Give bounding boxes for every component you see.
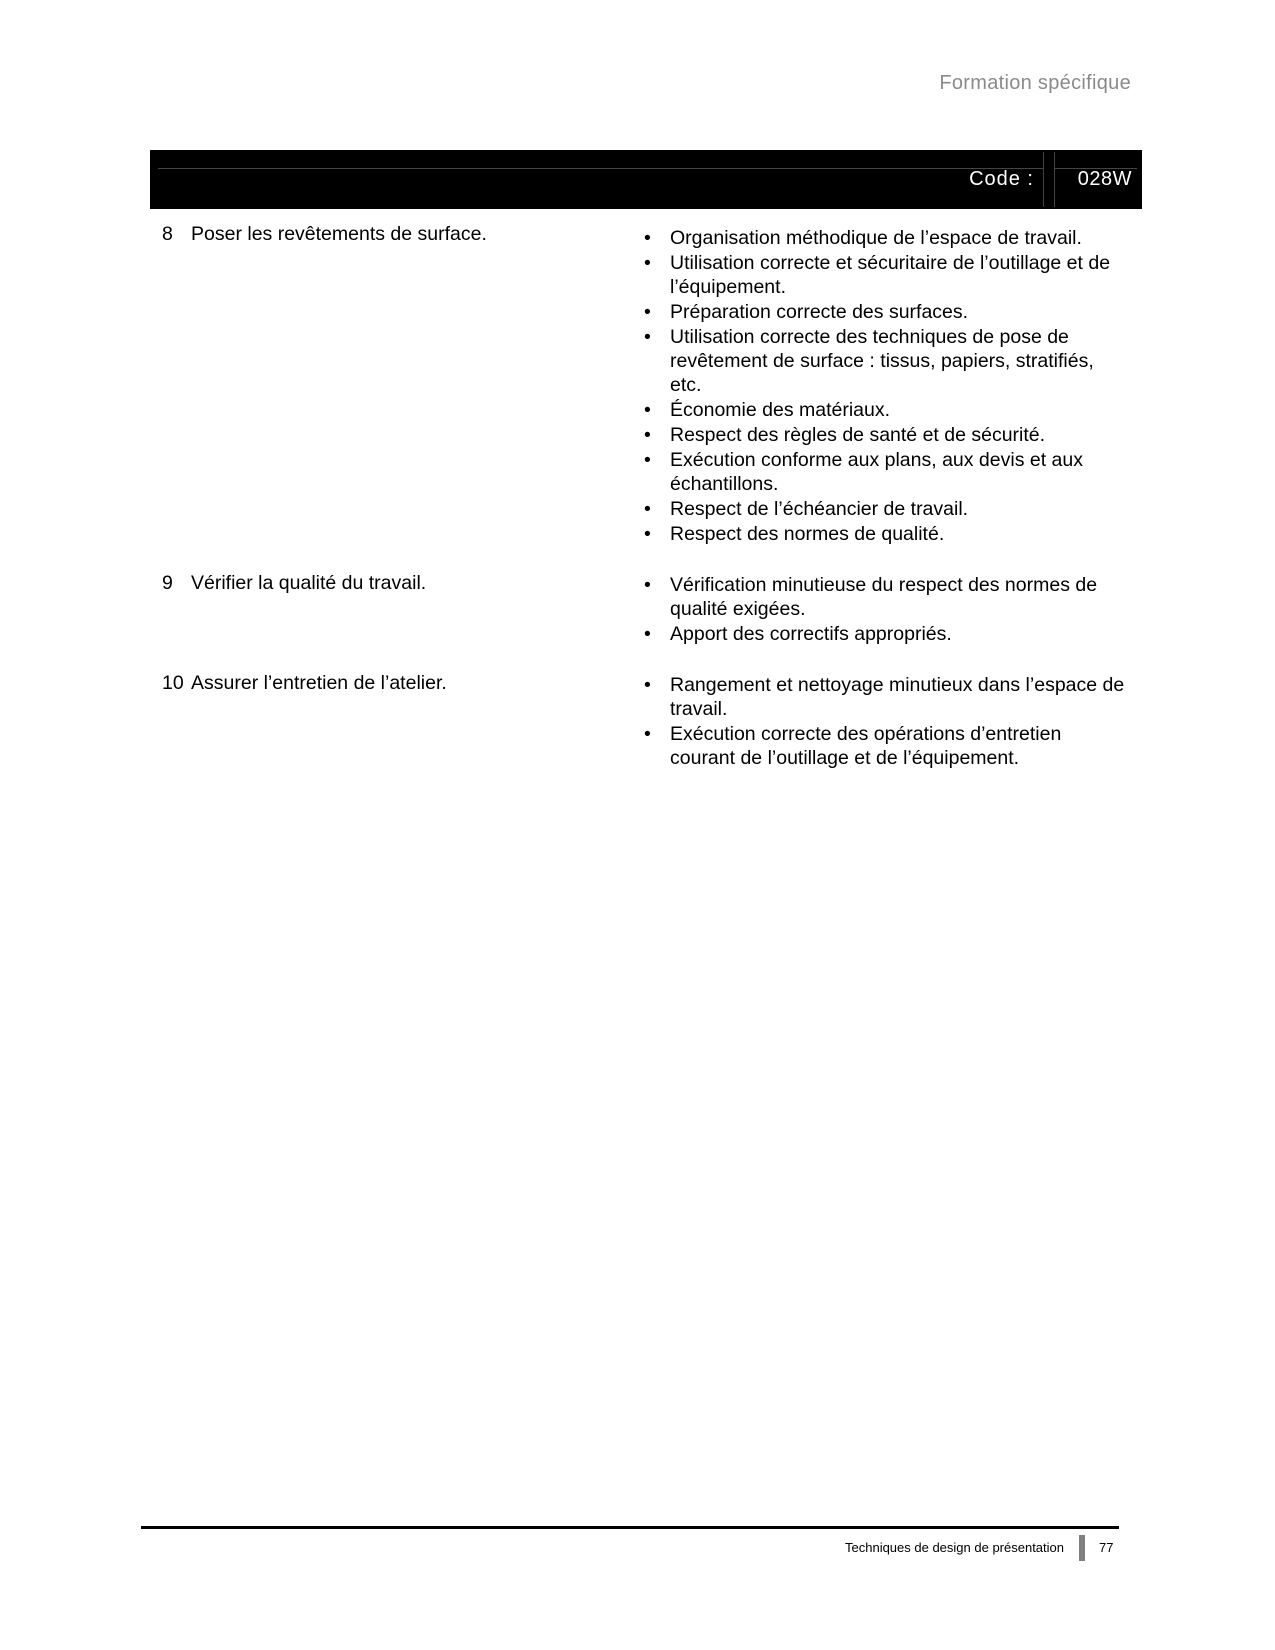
task-criteria-table — [162, 222, 1127, 795]
task-row — [162, 571, 1127, 647]
criteria-list — [638, 673, 1127, 771]
page-number: 77 — [1099, 1540, 1114, 1555]
criteria-item: • Exécution conforme aux plans, aux devis et aux échantillons. — [638, 448, 1127, 496]
criteria-item: • Respect de l’échéancier de travail. — [638, 497, 1127, 521]
task-text: Vérifier la qualité du travail. — [191, 572, 427, 594]
footer-title: Techniques de design de présentation — [845, 1540, 1064, 1555]
criteria-item: • Préparation correcte des surfaces. — [638, 300, 1127, 324]
running-header: Formation spécifique — [939, 72, 1131, 94]
criteria-item: • Utilisation correcte des techniques de pose de revêtement de surface : tissus, papiers, stratifiés, etc. — [638, 325, 1127, 397]
criteria-item: • Utilisation correcte et sécuritaire de l’outillage et de l’équipement. — [638, 251, 1127, 299]
criteria-item: • Apport des correctifs appropriés. — [638, 622, 1127, 646]
criteria-list — [638, 226, 1127, 547]
task-cell — [162, 671, 638, 771]
footer-rule — [141, 1526, 1119, 1529]
criteria-item: • Respect des normes de qualité. — [638, 522, 1127, 546]
code-bar-rule — [158, 168, 1043, 169]
task-cell — [162, 571, 638, 647]
task-number: 9 — [162, 572, 173, 594]
criteria-item: • Rangement et nettoyage minutieux dans l’espace de travail. — [638, 673, 1127, 721]
code-value: 028W — [1077, 168, 1132, 190]
task-number: 10 — [162, 672, 184, 694]
code-bar — [150, 150, 1142, 209]
criteria-item: • Exécution correcte des opérations d’entretien courant de l’outillage et de l’équipement. — [638, 722, 1127, 770]
criteria-item: • Économie des matériaux. — [638, 398, 1127, 422]
task-number: 8 — [162, 223, 173, 245]
criteria-item: • Respect des règles de santé et de sécurité. — [638, 423, 1127, 447]
code-label: Code : — [969, 168, 1034, 190]
task-row — [162, 671, 1127, 771]
code-bar-divider — [1043, 152, 1055, 207]
task-text: Poser les revêtements de surface. — [191, 223, 487, 245]
task-row — [162, 222, 1127, 547]
footer-separator — [1079, 1535, 1085, 1561]
task-text: Assurer l’entretien de l’atelier. — [191, 672, 447, 694]
criteria-item: • Vérification minutieuse du respect des normes de qualité exigées. — [638, 573, 1127, 621]
criteria-item: • Organisation méthodique de l’espace de travail. — [638, 226, 1127, 250]
task-cell — [162, 222, 638, 547]
criteria-list — [638, 573, 1127, 647]
